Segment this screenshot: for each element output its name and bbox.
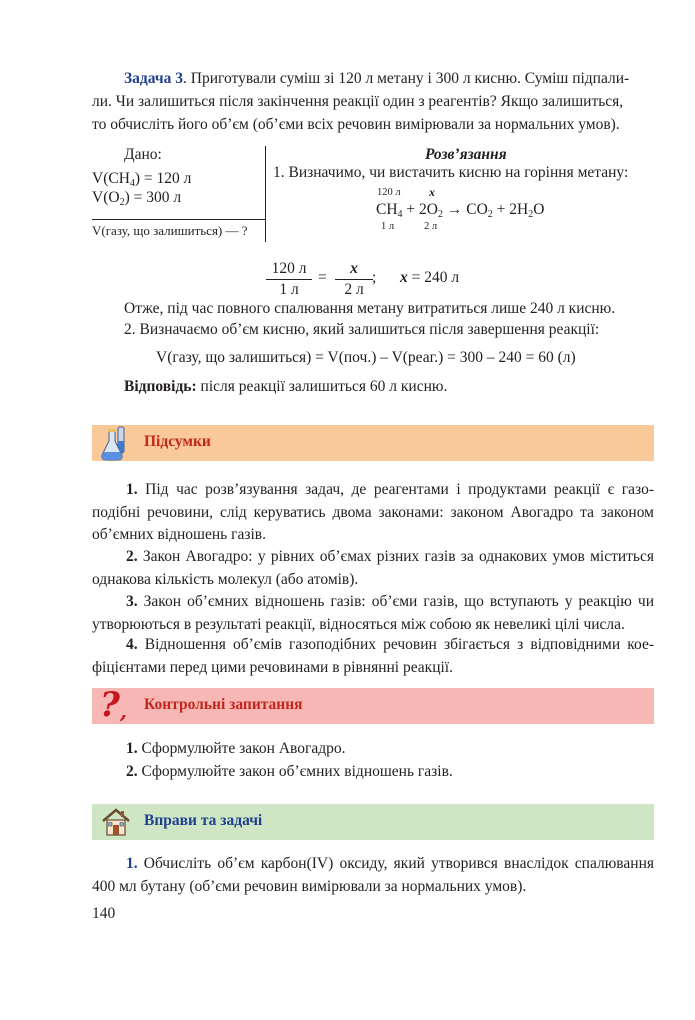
summary-banner <box>92 425 654 461</box>
control-item-1-num: 1. <box>126 740 138 757</box>
summary-item-3-num: 3. <box>126 593 138 610</box>
summary-item-1-num: 1. <box>126 481 138 498</box>
fraction-left-den: 1 л <box>279 281 299 298</box>
exercise-item-1-num: 1. <box>126 855 138 872</box>
fraction-right-num: x <box>335 259 373 280</box>
summary-item-4-text: Відношення об’ємів газоподібних речовин збігається з відповідними кое-фіцієнтами перед цими речовинами в рівнянні реакції. <box>92 636 654 676</box>
eq-ch4-sub: 4 <box>397 209 403 220</box>
exercises-title: Вправи та задачі <box>144 812 263 829</box>
remaining-formula: V(газу, що залишиться) = V(поч.) – V(реаг.) = 300 – 240 = 60 (л) <box>156 349 576 366</box>
flask-icon <box>100 423 134 463</box>
control-item-2 <box>126 763 453 781</box>
eq-co2-sub: 2 <box>487 209 493 220</box>
control-item-2-num: 2. <box>126 763 138 780</box>
eq-above-o2: x <box>429 185 435 199</box>
answer-label: Відповідь: <box>124 378 197 395</box>
given-divider-vertical <box>265 146 266 242</box>
given-v-o2 <box>92 189 181 207</box>
control-banner <box>92 685 654 725</box>
exercise-item-1 <box>92 853 654 898</box>
given-v2-sub: 2 <box>119 197 125 208</box>
control-title: Контрольні запитання <box>144 696 303 713</box>
problem-label: Задача 3 <box>124 70 184 87</box>
given-v2-post: ) = 300 л <box>124 189 182 206</box>
given-v1-pre: V(CH <box>92 170 130 187</box>
problem-line-1 <box>124 70 654 88</box>
summary-item-2-num: 2. <box>126 548 138 565</box>
summary-item-1-text: Під час розв’язування задач, де реагентами і продуктами реакції є газо-подібні речовини, слід керуватись двома законами: законом Авогадро та законом об’ємних відношень газів. <box>92 481 654 543</box>
summary-item-4 <box>92 634 654 679</box>
eq-ch4: CH <box>376 201 398 218</box>
fraction-left-num: 120 л <box>266 259 312 280</box>
exercise-item-1-text: Обчисліть об’єм карбон(IV) оксиду, який утворився внаслідок спалювання 400 мл бутану (об’єми речовин вимірювали за нормальних умов). <box>92 855 654 895</box>
given-v1-post: ) = 120 л <box>134 170 192 187</box>
answer <box>124 378 447 396</box>
house-icon <box>101 807 131 837</box>
problem-line-2: ли. Чи залишиться після закінчення реакції один з реагентів? Якщо залишиться, <box>92 93 624 110</box>
solution-step-1: 1. Визначимо, чи вистачить кисню на горіння метану: <box>273 164 629 181</box>
solution-title: Розв’язання <box>425 146 507 163</box>
reaction-equation <box>376 201 544 219</box>
proportion-equals: = <box>318 269 327 286</box>
control-item-1 <box>126 740 345 758</box>
eq-o: O <box>533 201 545 218</box>
summary-item-3 <box>92 591 654 636</box>
answer-text: після реакції залишиться 60 л кисню. <box>196 378 448 395</box>
eq-o2-sub: 2 <box>437 209 443 220</box>
problem-line-3: то обчисліть його об’єм (об’єми всіх речовин вимірювали за нормальних умов). <box>92 116 620 133</box>
given-title: Дано: <box>124 146 162 163</box>
given-divider-horizontal <box>92 219 266 220</box>
summary-item-2-text: Закон Авогадро: у рівних об’ємах різних газів за однакових умов міститься однакова кількість молекул (або атомів). <box>92 548 654 588</box>
fraction-right-den: 2 л <box>344 281 364 298</box>
summary-item-2 <box>92 546 654 591</box>
result-x: x <box>400 269 408 286</box>
fraction-left <box>266 259 312 300</box>
given-find: V(газу, що залишиться) — ? <box>92 223 248 238</box>
control-item-1-text: Сформулюйте закон Авогадро. <box>137 740 346 757</box>
summary-item-1 <box>92 479 654 547</box>
eq-arrow-co2: → CO <box>442 201 488 218</box>
given-v1-sub: 4 <box>129 178 135 189</box>
eq-below-ch4: 1 л <box>381 221 395 232</box>
problem-text-1: . Приготували суміш зі 120 л метану і 300 л кисню. Суміш підпали- <box>183 70 630 87</box>
result-value: = 240 л <box>407 269 460 286</box>
fraction-right <box>335 259 373 300</box>
given-v2-pre: V(O <box>92 189 120 206</box>
eq-above-ch4: 120 л <box>377 187 401 198</box>
page-number: 140 <box>92 905 116 922</box>
eq-plus-h2o: + 2H <box>492 201 529 218</box>
solution-step-2: 2. Визначаємо об’єм кисню, який залишиться після завершення реакції: <box>124 321 600 338</box>
summary-item-3-text: Закон об’ємних відношень газів: об’єми газів, що вступають у реакцію чи утворюються в результаті реакції, відносяться між собою як невеликі цілі числа. <box>92 593 654 633</box>
control-item-2-text: Сформулюйте закон об’ємних відношень газів. <box>137 763 453 780</box>
conclusion-1: Отже, під час повного спалювання метану витратиться лише 240 л кисню. <box>124 300 616 317</box>
given-v-ch4 <box>92 170 191 188</box>
eq-h2o-sub: 2 <box>528 209 534 220</box>
proportion-result <box>400 269 459 287</box>
proportion-semicolon: ; <box>372 269 377 286</box>
eq-plus-o2: + 2O <box>402 201 438 218</box>
eq-below-o2: 2 л <box>424 221 438 232</box>
summary-title: Підсумки <box>144 433 211 450</box>
question-icon: ?, <box>100 685 127 725</box>
summary-item-4-num: 4. <box>126 636 138 653</box>
exercises-banner <box>92 804 654 840</box>
